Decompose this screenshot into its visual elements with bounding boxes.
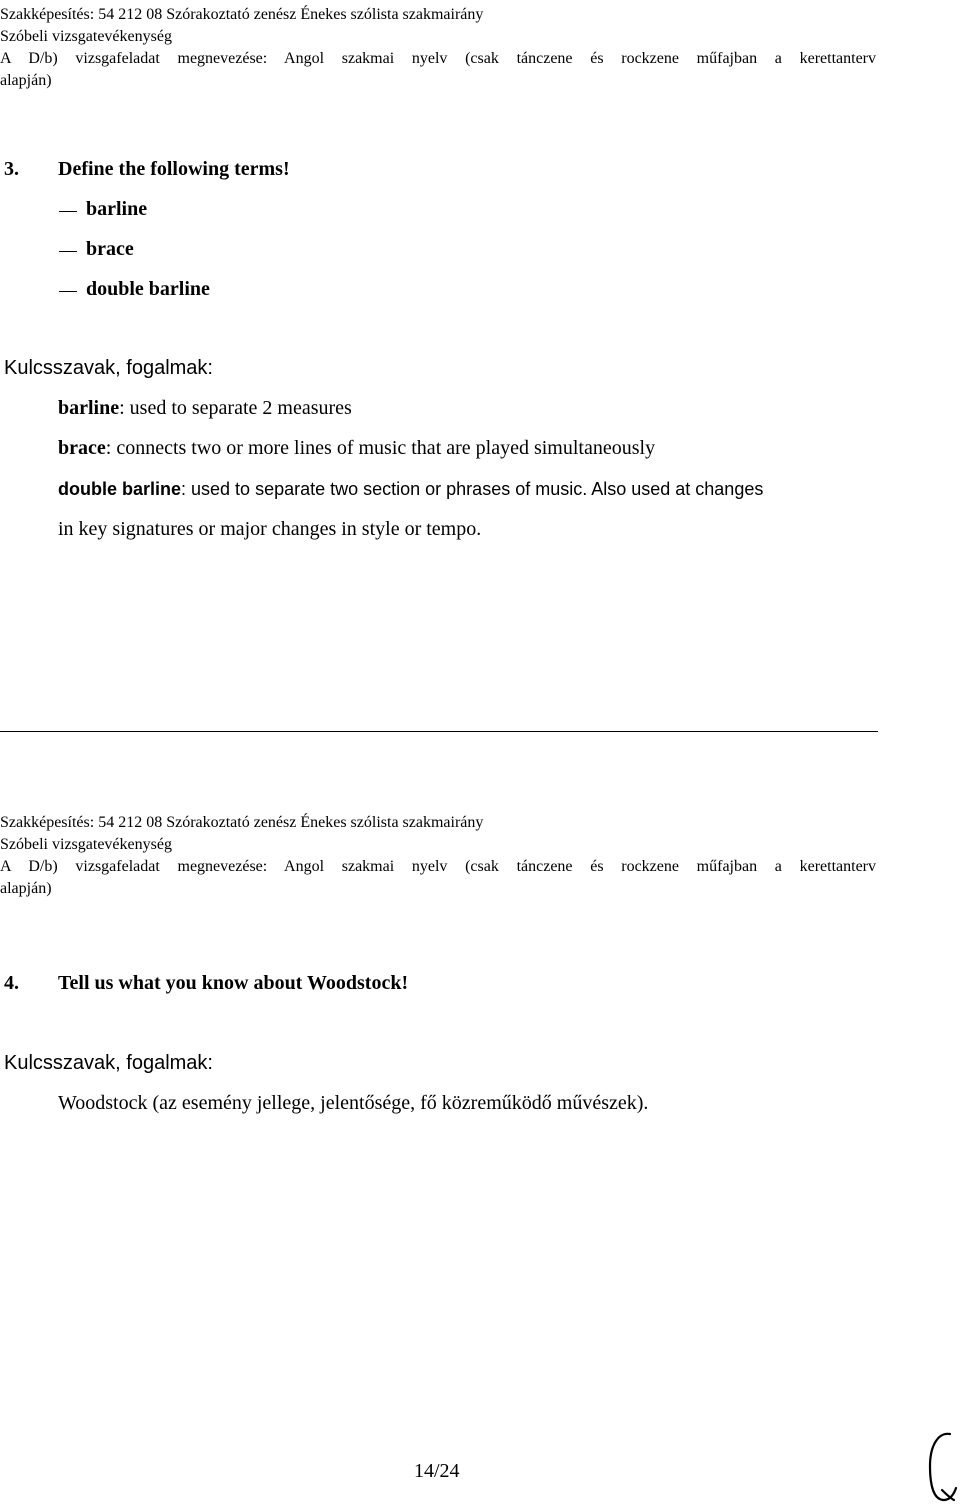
header-task-name: A D/b) vizsgafeladat megnevezése: Angol szakmai nyelv (csak tánczene és rockzene műfajban a kerettanterv	[0, 858, 876, 875]
section-3-number: 3.	[4, 158, 19, 180]
term-list-item	[0, 278, 400, 304]
signature-mark-icon	[920, 1428, 960, 1506]
dash-bullet-icon	[59, 211, 77, 212]
section-3-keywords-label: Kulcsszavak, fogalmak:	[4, 357, 213, 379]
definition-text: : connects two or more lines of music that are played simultaneously	[105, 437, 656, 459]
definition-line	[58, 478, 763, 501]
term-list-label: brace	[86, 238, 134, 260]
section-4-keywords-label: Kulcsszavak, fogalmak:	[4, 1052, 213, 1074]
header-task-name-cont: alapján)	[0, 880, 52, 897]
header-qualification: Szakképesítés: 54 212 08 Szórakoztató zenész Énekes szólista szakmairány	[0, 814, 484, 831]
definition-text: : used to separate 2 measures	[119, 397, 352, 419]
term-list-label: barline	[86, 198, 148, 220]
page-number: 14/24	[414, 1460, 460, 1482]
term-list-item	[0, 238, 400, 264]
section-4-number: 4.	[4, 972, 19, 994]
header-activity: Szóbeli vizsgatevékenység	[0, 836, 172, 853]
page-header-second	[0, 812, 876, 900]
definition-continuation: in key signatures or major changes in style or tempo.	[58, 518, 482, 540]
definition-term: barline	[58, 397, 120, 419]
term-list-label: double barline	[86, 278, 210, 300]
page-header-top	[0, 4, 876, 92]
section-3-heading	[0, 158, 290, 181]
page-separator-line	[0, 731, 878, 732]
header-qualification: Szakképesítés: 54 212 08 Szórakoztató zenész Énekes szólista szakmairány	[0, 6, 484, 23]
section-4-title: Tell us what you know about Woodstock!	[58, 972, 409, 994]
header-activity: Szóbeli vizsgatevékenység	[0, 28, 172, 45]
dash-bullet-icon	[59, 251, 77, 252]
definition-term: double barline	[58, 479, 182, 499]
definition-text-sans: : used to separate two section or phrases of music. Also used at changes	[181, 479, 764, 499]
definition-line	[58, 397, 352, 420]
header-task-name-cont: alapján)	[0, 72, 52, 89]
definition-line	[58, 437, 655, 460]
header-task-name: A D/b) vizsgafeladat megnevezése: Angol szakmai nyelv (csak tánczene és rockzene műfajban a kerettanterv	[0, 50, 876, 67]
term-list-item	[0, 198, 400, 224]
definition-term: brace	[58, 437, 106, 459]
section-4-heading	[0, 972, 408, 995]
section-3-title: Define the following terms!	[58, 158, 290, 180]
section-4-keywords-text: Woodstock (az esemény jellege, jelentősége, fő közreműködő művészek).	[58, 1092, 649, 1114]
dash-bullet-icon	[59, 291, 77, 292]
